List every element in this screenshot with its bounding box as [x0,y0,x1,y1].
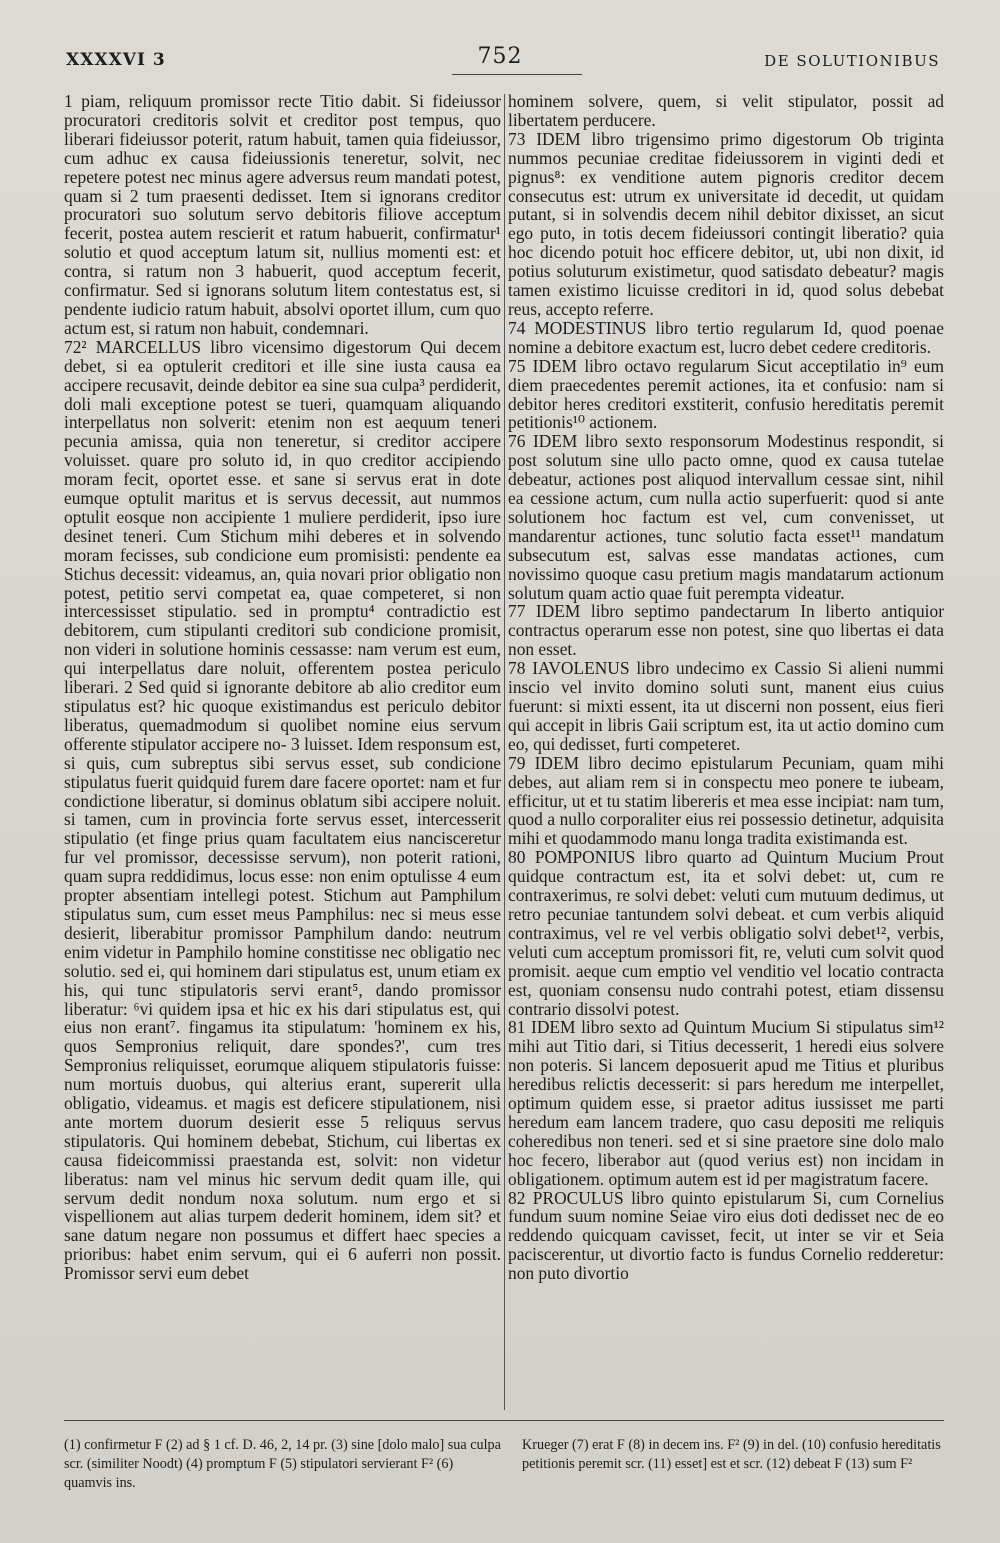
paragraph: 81 IDEM libro sexto ad Quintum Mucium Si stipulatus sim¹² mihi aut Titio dari, si Titius decesserit, 1 heredi eius solvere non poteris. Si lancem deposuerit apud me Titius et pluribus heredibus relictis decesserit: si pars heredum me interpellet, optimum quidem esse, si praetor aditus iussisset me parti heredum eam lancem tradere, quo casu depositi me reliquis coheredibus non teneri. sed et si sine praetore sine dolo malo hoc fecero, liberabor aut (quod verius est) non incidam in obligationem. optimum autem est id per magistratum facere. [508,1017,944,1189]
paragraph: 1 piam, reliquum promissor recte Titio dabit. Si fideiussor procuratori creditoris solvit et creditor post tempus, quo liberari fideiussor poterit, ratum habuit, tamen quia fideiussor, cum adhuc ex causa fideiussionis teneretur, solvit, nec repetere potest nec minus agere adversus reum mandati potest, quam si 2 tum praesenti dedisset. Item si ignorans creditor procuratori suo solutum servo debitoris filiove acceptum fecerit, postea autem rescierit et ratum habuerit, confirmatur¹ solutio et quod acceptum latum sit, nullius momenti est: et contra, si ratum non 3 habuerit, quod acceptum fecerit, confirmatur. Sed si ignorans solutum litem contestatus est, si pendente iudicio ratum habuit, absolvi oportet illum, cum quo actum est, si ratum non habuit, condemnari. [64,92,501,338]
left-column [64,92,501,1410]
paragraph: 77 IDEM libro septimo pandectarum In liberto antiquior contractus operarum esse non potest, sine quo libertas ei data non esset. [508,601,944,660]
page-number: 752 [477,44,523,69]
column-divider [504,94,505,1410]
paragraph: 72² MARCELLUS libro vicensimo digestorum Qui decem debet, si ea optulerit creditori et ille sine iusta causa ea accipere recusavit, deinde debitor ea sine sua culpa³ perdiderit, doli mali exceptione potest se tueri, quamquam aliquando interpellatus non solverit: etenim non est aequum teneri pecunia amissa, quia non teneretur, si creditor accipere voluisset. quare pro soluto id, in quo creditor accipiendo moram fecit, oportet esse. et sane si servus erat in dote eumque optulit maritus et is servus decessit, aut nummos optulit eosque non accipiente 1 muliere perdiderit, ipso iure desinet teneri. Cum Stichum mihi deberes et in solvendo moram fecisses, sub condicione eum promisisti: pendente ea Stichus decessit: videamus, an, quia novari prior obligatio non potest, petitio servi competat ea, quae competeret, si non intercessisset stipulatio. sed in promptu⁴ contradictio est debitorem, cum stipulanti creditori sub condicione promisit, non videri in solutione hominis cessasse: nam verum est eum, qui interpellatus dare noluit, offerentem postea periculo liberari. 2 Sed quid si ignorante debitore ab alio creditor eum stipulatus est? hic quoque existimandus est periculo debitor liberatus, quemadmodum si quolibet nomine eius servum offerente stipulator accipere no- 3 luisset. Idem responsum est, si quis, cum subreptus sibi servus esset, sub condicione stipulatus fuerit quidquid furem dare facere oportet: nam et fur condictione liberatur, si dominus oblatum sibi accipere noluit. si tamen, cum in provincia forte servus esset, intercesserit stipulatio (et finge prius quam facultatem eius nancisceretur fur vel promissor, decessisse servum), non poterit rationi, quam supra reddidimus, locus esse: non enim optulisse 4 eum propter absentiam intellegi potest. Stichum aut Pamphilum stipulatus sum, cum esset meus Pamphilus: nec si meus esse desierit, liberabitur promissor Pamphilum dando: neutrum enim videtur in Pamphilo homine constitisse nec obligatio nec solutio. sed ei, qui hominem dari stipulatus est, unum etiam ex his, qui tunc stipulatoris servi erant⁵, dando promissor liberatur: ⁶vi quidem ipsa et hic ex his dari stipulatus est, qui eius non erant⁷. fingamus ita stipulatum: 'hominem ex his, quos Sempronius reliquit, dare spondes?', cum tres Sempronius reliquisset, eorumque aliquem stipulatoris fuisse: num mortuis duobus, qui alterius erant, supererit ulla obligatio, videamus. et magis est deficere stipulationem, nisi ante mortem duorum desierit esse 5 reliquus servus stipulatoris. Qui hominem debebat, Stichum, cui libertas ex causa fideicommissi praestanda est, solvit: non videtur liberatus: nam vel minus hic servum dedit quam ille, qui servum dedit nondum noxa solutum. num ergo et si vispellionem aut alias turpem dederit hominem, idem sit? et sane datum negare non possumus et differt haec species a prioribus: habet enim servum, qui ei 6 auferri non possit. Promissor servi eum debet [64,336,501,1284]
right-column [508,92,944,1410]
header-rule [452,74,582,75]
paragraph: hominem solvere, quem, si velit stipulator, possit ad libertatem perducere. [508,92,944,130]
paragraph: 75 IDEM libro octavo regularum Sicut acceptilatio in⁹ eum diem praecedentes peremit actiones, ita et confusio: nam si debitor heres creditori exstiterit, confusio hereditatis peremit petitionis¹⁰ actionem. [508,355,944,433]
running-head-right: DE SOLUTIONIBUS [764,52,940,70]
paragraph: 74 MODESTINUS libro tertio regularum Id, quod poenae nomine a debitore exactum est, lucro debet cedere creditoris. [508,317,944,357]
paragraph: 82 PROCULUS libro quinto epistularum Si, cum Cornelius fundum suum nomine Seiae viro eius doti dedisset nec de eo reddendo quicquam cavisset, fecit, ut inter se vir et Seia paciscerentur, ut divortio facto is fundus Cornelio redderetur: non puto divortio [508,1187,944,1284]
paragraph: 76 IDEM libro sexto responsorum Modestinus respondit, si post solutum sine ullo pacto omne, quod ex causa tutelae debeatur, actiones post aliquod intervallum cessae sint, nihil ea cessione actum, cum nulla actio superfuerit: quod si ante solutionem hoc factum est vel, cum convenisset, ut mandarentur actiones, tunc solutio facta esset¹¹ mandatum subsecutum est, salvas esse mandatas actiones, cum novissimo quoque casu pretium magis mandatarum actionum solutum quam actio quae fuit perempta videatur. [508,431,944,603]
running-head-left: XXXXVI 3 [66,50,166,70]
paragraph: 78 IAVOLENUS libro undecimo ex Cassio Si alieni nummi inscio vel invito domino soluti sunt, manent eius cuius fuerunt: si mixti essent, ita ut discerni non possent, eius fieri qui accepit in libris Gaii scriptum est, ita ut actio domino cum eo, qui dedisset, furti competeret. [508,658,944,754]
footnotes-right: Krueger (7) erat F (8) in decem ins. F² (9) in del. (10) confusio hereditatis petitionis peremit scr. (11) esset] est et scr. (12) debeat F (13) sum F² [522,1437,941,1472]
paragraph: 79 IDEM libro decimo epistularum Pecuniam, quam mihi debes, aut aliam rem si in conspectu meo ponere te iubeam, efficitur, ut et tu statim libereris et mea esse incipiat: nam tum, quod a nullo corporaliter eius rei possessio detinetur, adquisita mihi et quodammodo manu longa tradita existimanda est. [508,752,944,849]
paragraph: 80 POMPONIUS libro quarto ad Quintum Mucium Prout quidque contractum est, ita et solvi debet: ut, cum re contraxerimus, re solvi debet: veluti cum mutuum dedimus, ut retro pecuniae tantundem solvi debeat. et cum verbis aliquid contraximus, vel re vel verbis obligatio solvi debet¹², verbis, veluti cum acceptum promissori fit, re, veluti cum solvit quod promisit. aeque cum emptio vel venditio vel locatio contracta est, quoniam consensu nudo contrahi potest, etiam dissensu contrario dissolvi potest. [508,847,944,1019]
paragraph: 73 IDEM libro trigensimo primo digestorum Ob triginta nummos pecuniae creditae fideiussorem in viginti dedi et pignus⁸: ex venditione autem pignoris creditor decem consecutus est: utrum ex universitate id decedit, ut quidam putant, si in solvendis decem nihil debitor dixisset, an sicut ego puto, in totis decem fideiussori contingit liberatio? quia hoc dicendo potuit hoc efficere debitor, ut, ubi non dixit, id potius soluturum existimetur, quod satisdato debeatur? magis tamen existimo licuisse creditori in id, quod solus debebat reus, accepto referre. [508,128,944,319]
footnote-rule [64,1420,944,1421]
footnotes-left: (1) confirmetur F (2) ad § 1 cf. D. 46, 2, 14 pr. (3) sine [dolo malo] sua culpa scr. (similiter Noodt) (4) promptum F (5) stipulatori servierant F² (6) quamvis ins. [64,1437,501,1491]
